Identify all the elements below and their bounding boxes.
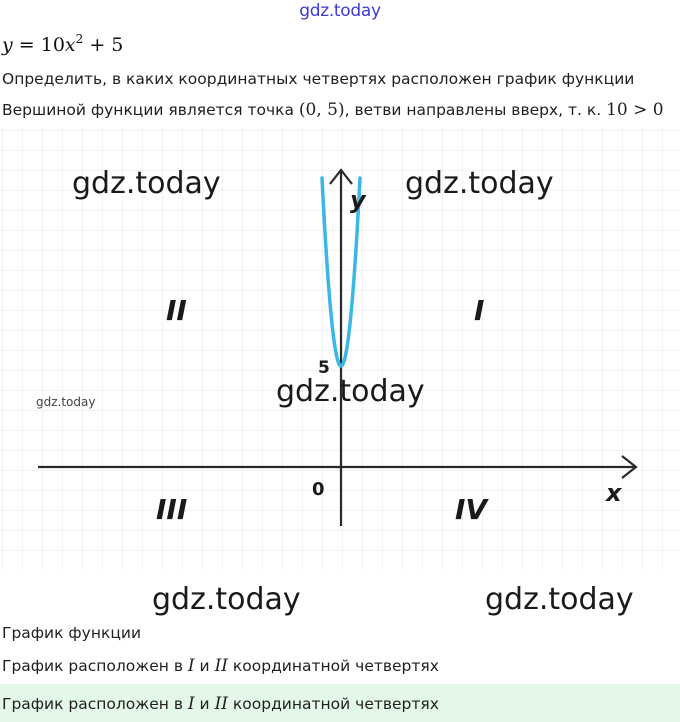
watermark: gdz.today (276, 374, 425, 409)
vertex-cond-a: 10 (606, 100, 628, 120)
task-text: Определить, в каких координатных четвертях расположен график функции (2, 70, 635, 88)
watermark: gdz.today (152, 582, 301, 617)
result-quadrant-a: I (187, 656, 195, 676)
answer-text (2, 694, 439, 714)
answer-suffix: координатной четвертях (228, 695, 439, 713)
answer-conj: и (194, 695, 215, 713)
watermark-top: gdz.today (299, 1, 381, 21)
origin-label: 0 (312, 479, 325, 500)
x-axis-label: x (606, 479, 622, 507)
vertex-cond-op: > (627, 100, 653, 120)
y-tick-label: 5 (318, 358, 330, 378)
formula-var: x (64, 34, 76, 56)
result-conj: и (194, 657, 215, 675)
vertex-text (2, 100, 664, 120)
quadrant-label-iv: IV (455, 493, 488, 526)
result-text (2, 656, 439, 676)
watermark: gdz.today (36, 395, 96, 409)
answer-quadrant-a: I (187, 694, 195, 714)
graph-caption: График функции (2, 624, 142, 642)
quadrant-label-iii: III (156, 493, 188, 526)
result-suffix: координатной четвертях (228, 657, 439, 675)
formula-tail: + 5 (83, 34, 124, 56)
function-formula (2, 32, 123, 56)
answer-prefix: График расположен в (2, 695, 188, 713)
watermark: gdz.today (485, 582, 634, 617)
vertex-prefix: Вершиной функции является точка (2, 101, 299, 119)
watermark: gdz.today (72, 166, 221, 201)
watermark: gdz.today (405, 166, 554, 201)
answer-quadrant-b: II (214, 694, 228, 714)
formula-coef: 10 (40, 34, 65, 56)
quadrant-label-ii: II (166, 294, 187, 327)
y-axis-label: y (350, 186, 366, 214)
formula-lhs: y (2, 34, 13, 56)
formula-exp: 2 (75, 32, 84, 46)
result-quadrant-b: II (214, 656, 228, 676)
result-prefix: График расположен в (2, 657, 188, 675)
formula-eq: = (12, 34, 41, 56)
vertex-point: (0, 5) (298, 100, 345, 120)
vertex-middle: , ветви направлены вверх, т. к. (344, 101, 607, 119)
quadrant-label-i: I (474, 294, 485, 327)
vertex-cond-b: 0 (652, 100, 664, 120)
function-graph (0, 128, 680, 617)
